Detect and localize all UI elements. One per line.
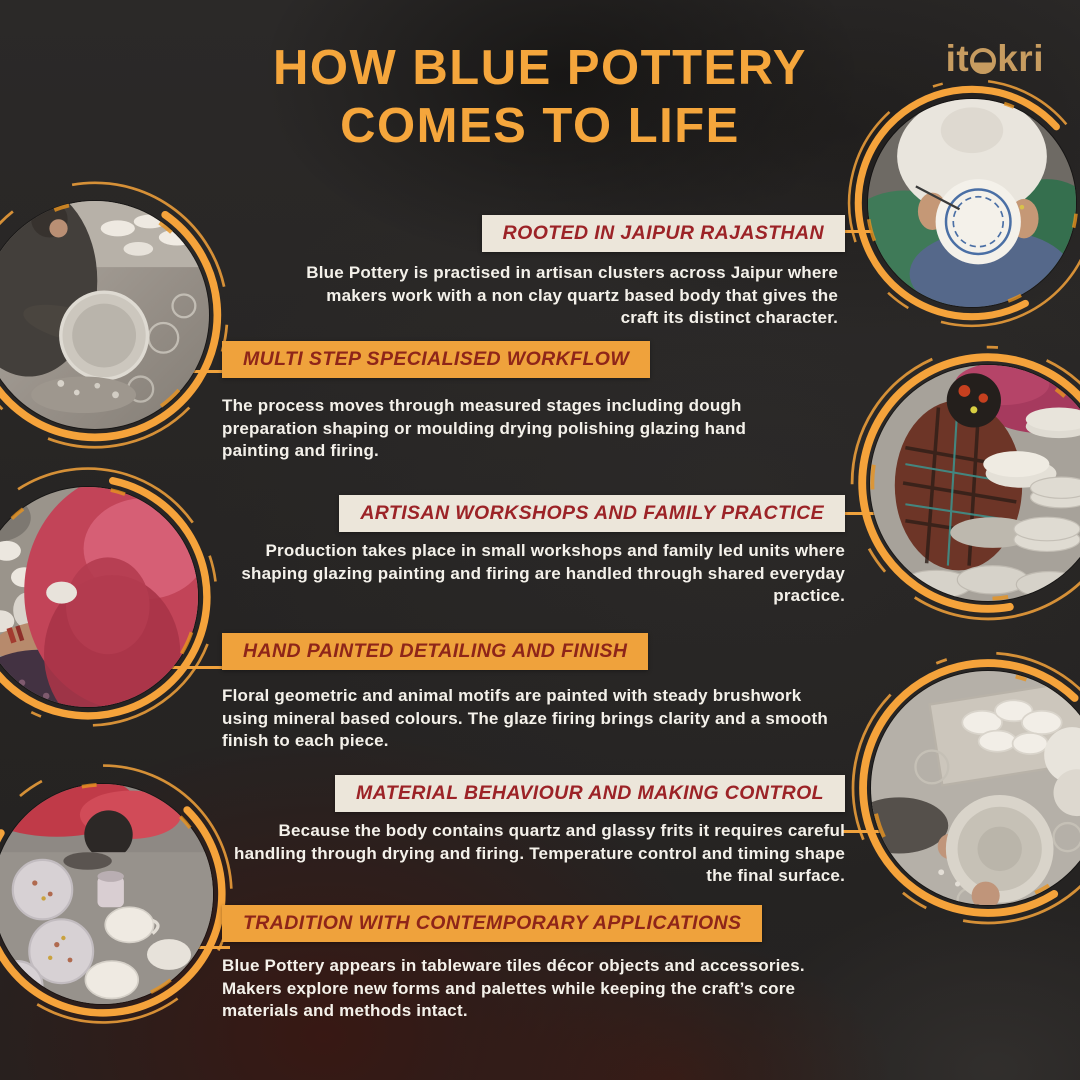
section-heading-material-behaviour: MATERIAL BEHAVIOUR AND MAKING CONTROL xyxy=(335,775,845,812)
title-line-1: HOW BLUE POTTERY xyxy=(273,41,807,95)
section-heading-multi-step-workflow: MULTI STEP SPECIALISED WORKFLOW xyxy=(222,341,650,378)
photo-pottery-drying xyxy=(843,643,1080,933)
section-body-tradition-contemporary: Blue Pottery appears in tableware tiles décor objects and accessories. Makers explore new forms and palettes while keeping the craft’s core materials and methods intact. xyxy=(222,956,805,1021)
title-line-2: COMES TO LIFE xyxy=(340,98,740,153)
section-heading-hand-painted-finish: HAND PAINTED DETAILING AND FINISH xyxy=(222,633,648,670)
section-body-rooted-in-jaipur: Blue Pottery is practised in artisan clusters across Jaipur where makers work with a non clay quartz based body that gives the craft its distinct character. xyxy=(306,263,838,328)
photo-painting-bowl xyxy=(840,71,1080,335)
brand-suffix: kri xyxy=(997,38,1044,79)
photo-artisan-shaping-plate xyxy=(0,173,237,457)
photo-artisan-plaid-plates xyxy=(842,337,1080,629)
section-body-hand-painted-finish: Floral geometric and animal motifs are painted with steady brushwork using mineral based colours. The glaze firing brings clarity and a smooth finish to each piece. xyxy=(222,686,828,751)
photo-painted-plates-cups xyxy=(0,756,241,1032)
photo-image-5 xyxy=(0,784,213,1004)
photo-image-2 xyxy=(868,99,1076,307)
section-heading-rooted-in-jaipur: ROOTED IN JAIPUR RAJASTHAN xyxy=(482,215,845,252)
section-body-material-behaviour: Because the body contains quartz and glassy frits it requires careful handling through drying and firing. Temperature control and timing shape the final surface. xyxy=(234,821,845,886)
photo-image-6 xyxy=(871,671,1080,905)
photo-woman-pink-veil xyxy=(0,459,226,735)
section-heading-artisan-workshops: ARTISAN WORKSHOPS AND FAMILY PRACTICE xyxy=(339,495,845,532)
brand-prefix: it xyxy=(945,38,970,79)
section-body-multi-step-workflow: The process moves through measured stages including dough preparation shaping or moulding drying polishing glazing hand painting and firing. xyxy=(222,396,747,461)
photo-image-3 xyxy=(0,487,198,707)
section-heading-tradition-contemporary: TRADITION WITH CONTEMPORARY APPLICATIONS xyxy=(222,905,762,942)
photo-image-4 xyxy=(870,365,1080,601)
photo-image-1 xyxy=(0,201,209,429)
section-body-artisan-workshops: Production takes place in small workshops and family led units where shaping glazing painting and firing are handled through shared everyday practice. xyxy=(241,541,845,606)
